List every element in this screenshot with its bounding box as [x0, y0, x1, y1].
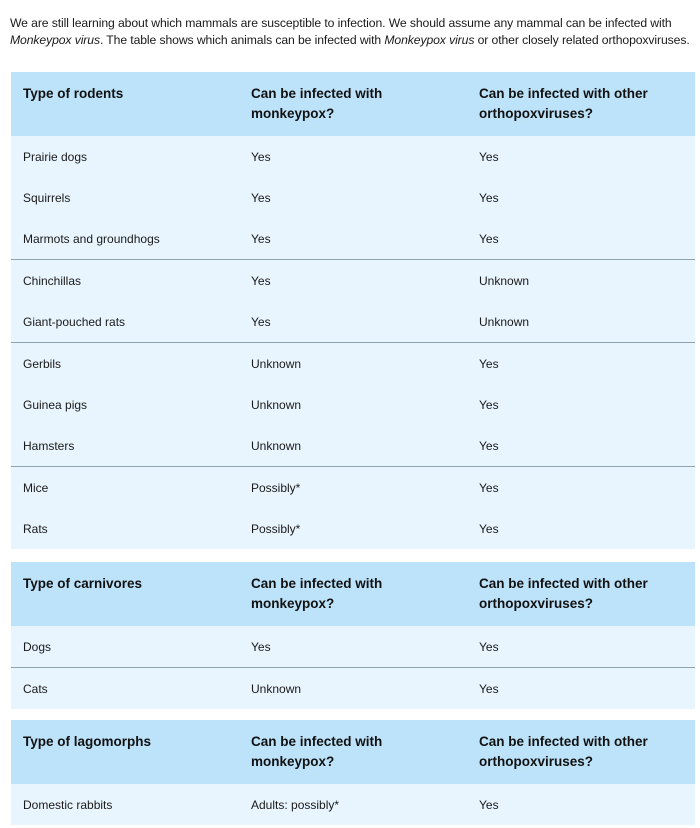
other-cell: Yes — [467, 668, 695, 710]
monkeypox-cell: Yes — [239, 626, 467, 668]
animal-cell: Mice — [11, 467, 239, 509]
animal-cell: Prairie dogs — [11, 136, 239, 177]
other-cell: Yes — [467, 508, 695, 549]
rodents-type-header: Type of rodents — [11, 72, 239, 136]
carnivores-table-header — [11, 562, 695, 626]
other-cell: Yes — [467, 626, 695, 668]
rodents-table-header — [11, 72, 695, 136]
carnivores-monkeypox-header: Can be infected with monkeypox? — [239, 562, 467, 626]
lagomorphs-other-header: Can be infected with other orthopoxviruses? — [467, 720, 695, 784]
table-row — [11, 218, 695, 260]
other-cell: Yes — [467, 467, 695, 509]
monkeypox-cell: Possibly* — [239, 467, 467, 509]
monkeypox-cell: Yes — [239, 136, 467, 177]
other-cell: Yes — [467, 136, 695, 177]
lagomorphs-type-header: Type of lagomorphs — [11, 720, 239, 784]
carnivores-table — [11, 562, 695, 709]
animal-cell: Domestic rabbits — [11, 784, 239, 825]
monkeypox-cell: Unknown — [239, 384, 467, 425]
monkeypox-cell: Yes — [239, 177, 467, 218]
other-cell: Unknown — [467, 301, 695, 343]
intro-text-3: or other closely related orthopoxviruses. — [474, 33, 690, 48]
animal-cell: Guinea pigs — [11, 384, 239, 425]
table-row — [11, 136, 695, 177]
other-cell: Yes — [467, 784, 695, 825]
lagomorphs-table-header — [11, 720, 695, 784]
table-row — [11, 343, 695, 385]
intro-virus-name-2: Monkeypox virus — [384, 33, 475, 48]
rodents-table — [11, 72, 695, 549]
table-row — [11, 384, 695, 425]
other-cell: Yes — [467, 343, 695, 385]
monkeypox-cell: Yes — [239, 218, 467, 260]
intro-virus-name-1: Monkeypox virus — [10, 33, 100, 48]
monkeypox-cell: Unknown — [239, 343, 467, 385]
monkeypox-cell: Adults: possibly* — [239, 784, 467, 825]
animal-cell: Gerbils — [11, 343, 239, 385]
animal-cell: Hamsters — [11, 425, 239, 467]
other-cell: Yes — [467, 384, 695, 425]
monkeypox-cell: Possibly* — [239, 508, 467, 549]
table-row — [11, 784, 695, 825]
carnivores-other-header: Can be infected with other orthopoxviruses? — [467, 562, 695, 626]
table-row — [11, 467, 695, 509]
monkeypox-cell: Yes — [239, 260, 467, 302]
monkeypox-cell: Yes — [239, 301, 467, 343]
animal-cell: Dogs — [11, 626, 239, 668]
animal-cell: Squirrels — [11, 177, 239, 218]
animal-cell: Rats — [11, 508, 239, 549]
intro-paragraph — [10, 15, 695, 49]
other-cell: Unknown — [467, 260, 695, 302]
monkeypox-cell: Unknown — [239, 668, 467, 710]
table-row — [11, 260, 695, 302]
table-row — [11, 425, 695, 467]
table-row — [11, 508, 695, 549]
table-row — [11, 626, 695, 668]
other-cell: Yes — [467, 177, 695, 218]
carnivores-type-header: Type of carnivores — [11, 562, 239, 626]
table-row — [11, 668, 695, 710]
intro-text-1: We are still learning about which mammals are susceptible to infection. We should assume any mammal can be infected with — [10, 16, 672, 31]
lagomorphs-monkeypox-header: Can be infected with monkeypox? — [239, 720, 467, 784]
table-row — [11, 301, 695, 343]
intro-text-2: . The table shows which animals can be infected with — [99, 33, 385, 48]
lagomorphs-table — [11, 720, 695, 825]
rodents-other-header: Can be infected with other orthopoxviruses? — [467, 72, 695, 136]
animal-cell: Chinchillas — [11, 260, 239, 302]
monkeypox-cell: Unknown — [239, 425, 467, 467]
rodents-monkeypox-header: Can be infected with monkeypox? — [239, 72, 467, 136]
other-cell: Yes — [467, 425, 695, 467]
table-row — [11, 177, 695, 218]
animal-cell: Cats — [11, 668, 239, 710]
animal-cell: Marmots and groundhogs — [11, 218, 239, 260]
other-cell: Yes — [467, 218, 695, 260]
animal-cell: Giant-pouched rats — [11, 301, 239, 343]
